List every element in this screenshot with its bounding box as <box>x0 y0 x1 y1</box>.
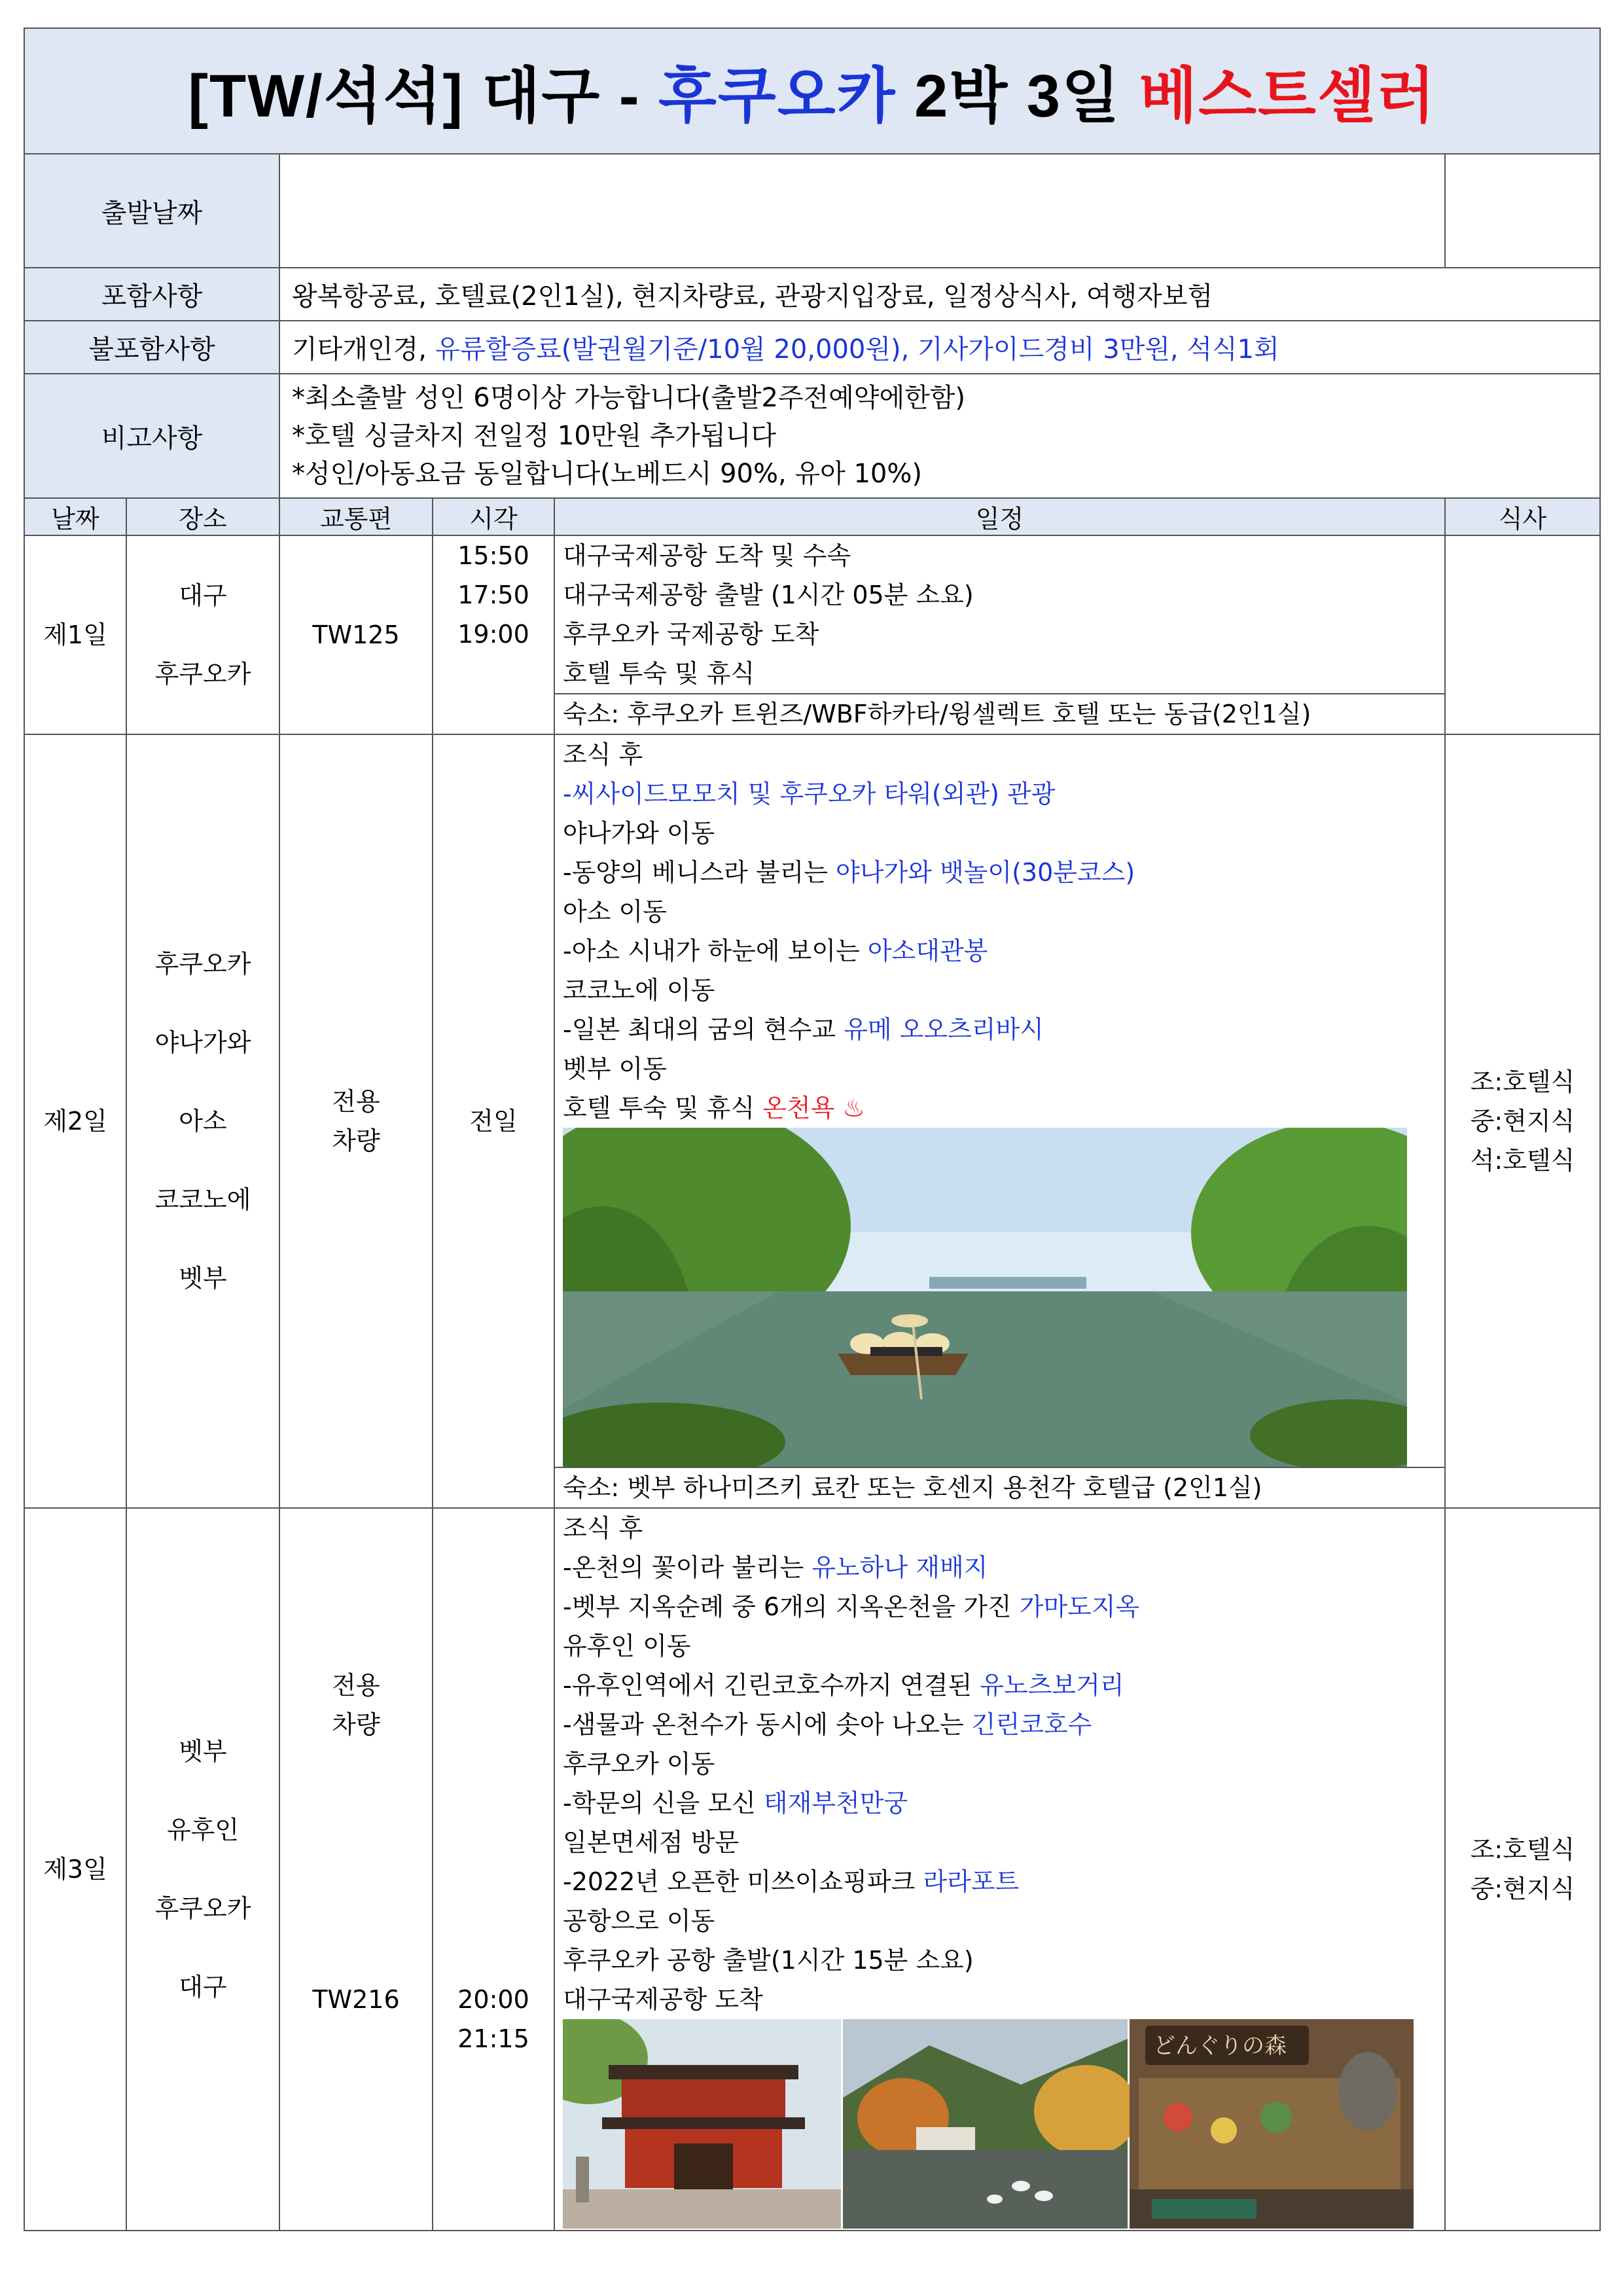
time-value: 19:00 <box>457 620 529 649</box>
schedule-item: 후쿠오카 국제공항 도착 <box>563 620 819 649</box>
schedule-item <box>563 931 1444 971</box>
schedule-item <box>563 1823 1444 1862</box>
header-transport: 교통편 <box>279 498 433 535</box>
schedule-text: 유후인 이동 <box>563 1632 691 1660</box>
schedule-highlight: 가마도지옥 <box>1019 1592 1140 1621</box>
place-name: 아소 <box>179 1107 227 1136</box>
schedule-item <box>563 1587 1444 1626</box>
place-name: 대구 <box>179 581 227 610</box>
header-time: 시각 <box>433 498 554 535</box>
schedule-item <box>563 971 1444 1010</box>
accommodation: 숙소: 후쿠오카 트윈즈/WBF하카타/윙셀렉트 호텔 또는 동급(2인1실) <box>555 693 1444 734</box>
day-schedule <box>554 535 1445 734</box>
notes-label: 비고사항 <box>24 374 279 498</box>
transport-line: 차량 <box>332 1710 380 1739</box>
schedule-item <box>563 1744 1444 1784</box>
onsen-highlight: 온천욕 ♨ <box>762 1094 865 1122</box>
schedule-text: 조식 후 <box>563 1514 643 1543</box>
schedule-text: 코코노에 이동 <box>563 976 715 1005</box>
title-badge: 베스트셀러 <box>1139 63 1436 130</box>
day-row-3 <box>24 1508 1600 2231</box>
day-label: 제1일 <box>24 535 126 734</box>
meal-item: 중:현지식 <box>1470 1107 1575 1136</box>
schedule-text: -일본 최대의 굼의 현수교 <box>563 1015 844 1044</box>
canal-boat-photo <box>563 1128 1407 1467</box>
header-schedule: 일정 <box>554 498 1445 535</box>
schedule-highlight: 아소대관봉 <box>867 937 988 965</box>
included-value: 왕복항공료, 호텔료(2인1실), 현지차량료, 관광지입장료, 일정상식사, 여행자보험 <box>279 268 1600 321</box>
day-places <box>126 535 279 734</box>
schedule-highlight: 유메 오오츠리바시 <box>844 1015 1044 1044</box>
schedule-item <box>563 774 1444 814</box>
transport-line: 차량 <box>332 1126 380 1155</box>
meal-item: 중:현지식 <box>1470 1874 1575 1903</box>
schedule-text: -2022년 오픈한 미쓰이쇼핑파크 <box>563 1867 923 1896</box>
schedule-text: -학문의 신을 모신 <box>563 1789 764 1818</box>
schedule-highlight: -씨사이드모모치 및 후쿠오카 타워(외관) 관광 <box>563 780 1056 808</box>
lake-kinrin-photo <box>843 2019 1139 2229</box>
excluded-label: 불포함사항 <box>24 321 279 374</box>
schedule-text: -유후인역에서 긴린코호수까지 연결된 <box>563 1671 980 1700</box>
transport-line: 전용 <box>332 1671 380 1700</box>
place-name: 후쿠오카 <box>154 660 251 689</box>
place-name: 벳부 <box>179 1264 227 1293</box>
day-places <box>126 734 279 1508</box>
schedule-item <box>563 735 1444 774</box>
schedule-text: -온천의 꽃이라 불리는 <box>563 1553 812 1582</box>
place-name: 후쿠오카 <box>154 1894 251 1923</box>
schedule-item <box>563 1862 1444 1901</box>
schedule-item <box>563 814 1444 853</box>
schedule-text: 후쿠오카 이동 <box>563 1749 715 1778</box>
day-time: 전일 <box>433 734 554 1508</box>
day-schedule <box>554 1508 1445 2231</box>
schedule-item <box>563 1980 1444 2019</box>
meal-item: 석:호텔식 <box>1470 1146 1575 1175</box>
itinerary-table <box>24 27 1601 2231</box>
place-name: 유후인 <box>166 1816 240 1844</box>
day-times <box>433 535 554 734</box>
place-name: 야나가와 <box>154 1028 251 1057</box>
itinerary-document <box>24 27 1599 2231</box>
schedule-text: 아소 이동 <box>563 897 667 926</box>
meal-item: 조:호텔식 <box>1470 1067 1575 1096</box>
day-places <box>126 1508 279 2231</box>
day-meals <box>1445 734 1600 1508</box>
time-value: 21:15 <box>457 2024 529 2053</box>
schedule-item <box>563 853 1444 892</box>
schedule-highlight: 유노하나 재배지 <box>812 1553 988 1582</box>
flight-number: TW216 <box>312 1985 400 2014</box>
schedule-text: -동양의 베니스라 불리는 <box>563 858 836 887</box>
schedule-text: 일본면세점 방문 <box>563 1828 740 1857</box>
schedule-item <box>563 1509 1444 1548</box>
note-item: *최소출발 성인 6명이상 가능합니다(출발2주전예약에한함) <box>292 383 965 413</box>
day-schedule <box>554 734 1445 1508</box>
place-name: 후쿠오카 <box>154 950 251 978</box>
schedule-item <box>563 1088 1444 1128</box>
title-destination: 후쿠오카 <box>658 63 897 130</box>
day-row-1 <box>24 535 1600 734</box>
schedule-text: -벳부 지옥순례 중 6개의 지옥온천을 가진 <box>563 1592 1020 1621</box>
page-title <box>24 28 1600 154</box>
schedule-item <box>563 1705 1444 1744</box>
day-meals <box>1445 535 1600 734</box>
header-place: 장소 <box>126 498 279 535</box>
place-name: 코코노에 <box>154 1185 251 1214</box>
departure-value <box>279 154 1445 268</box>
notes-list <box>279 374 1600 498</box>
schedule-item <box>563 1784 1444 1823</box>
schedule-highlight: 라라포트 <box>923 1867 1020 1896</box>
title-prefix: [TW/석석] 대구 - <box>188 63 659 130</box>
schedule-item: 호텔 투숙 및 휴식 <box>563 659 755 688</box>
schedule-text: 조식 후 <box>563 740 643 769</box>
schedule-highlight: 태재부천만궁 <box>763 1789 908 1818</box>
schedule-text: 대구국제공항 도착 <box>563 1985 763 2014</box>
schedule-highlight: 긴린코호수 <box>971 1710 1092 1739</box>
day-transport <box>279 734 433 1508</box>
transport-line: 전용 <box>332 1087 380 1116</box>
schedule-item <box>563 1666 1444 1705</box>
schedule-item <box>563 1049 1444 1088</box>
schedule-text: 공항으로 이동 <box>563 1907 715 1935</box>
schedule-text: 벳부 이동 <box>563 1054 667 1083</box>
day-label: 제2일 <box>24 734 126 1508</box>
shop-sign: どんぐりの森 <box>1153 2033 1287 2059</box>
place-name: 대구 <box>179 1973 227 2001</box>
accommodation: 숙소: 벳부 하나미즈키 료칸 또는 호센지 용천각 호텔급 (2인1실) <box>555 1467 1444 1507</box>
departure-label: 출발날짜 <box>24 154 279 268</box>
departure-extra <box>1445 154 1600 268</box>
schedule-text: 야나가와 이동 <box>563 819 715 848</box>
title-duration: 2박 3일 <box>896 63 1139 130</box>
note-item: *성인/아동요금 동일합니다(노베드시 90%, 유아 10%) <box>292 459 922 489</box>
header-meals: 식사 <box>1445 498 1600 535</box>
day-times <box>433 1508 554 2231</box>
schedule-text: 호텔 투숙 및 휴식 <box>563 1094 763 1122</box>
schedule-text: 후쿠오카 공항 출발(1시간 15분 소요) <box>563 1946 974 1975</box>
schedule-text: -샘물과 온천수가 동시에 솟아 나오는 <box>563 1710 972 1739</box>
excluded-prefix: 기타개인경, <box>292 334 435 365</box>
header-date: 날짜 <box>24 498 126 535</box>
shrine-gate-photo <box>563 2019 841 2229</box>
day-row-2 <box>24 734 1600 1508</box>
meal-item: 조:호텔식 <box>1470 1835 1575 1864</box>
note-item: *호텔 싱글차지 전일정 10만원 추가됩니다 <box>292 421 776 451</box>
schedule-text: -아소 시내가 하눈에 보이는 <box>563 937 868 965</box>
day-transport: TW125 <box>279 535 433 734</box>
excluded-value <box>279 321 1600 374</box>
day-transport <box>279 1508 433 2231</box>
time-value: 15:50 <box>457 541 529 570</box>
day3-photo-strip <box>563 2019 1414 2229</box>
schedule-item <box>563 1626 1444 1666</box>
schedule-item: 대구국제공항 도착 및 수속 <box>563 541 851 570</box>
time-value: 17:50 <box>457 581 529 609</box>
schedule-item <box>563 1901 1444 1941</box>
place-name: 벳부 <box>179 1737 227 1766</box>
totoro-shop-photo <box>1130 2019 1414 2229</box>
schedule-item <box>563 1548 1444 1587</box>
schedule-item: 대구국제공항 출발 (1시간 05분 소요) <box>563 581 974 609</box>
schedule-item <box>563 1010 1444 1049</box>
schedule-item <box>563 892 1444 931</box>
schedule-item <box>563 1941 1444 1980</box>
excluded-highlight: 유류할증료(발권월기준/10월 20,000원), 기사가이드경비 3만원, 석식1회 <box>435 334 1279 365</box>
time-value: 20:00 <box>457 1985 529 2014</box>
day-label: 제3일 <box>24 1508 126 2231</box>
schedule-highlight: 야나가와 뱃놀이(30분코스) <box>836 858 1135 887</box>
schedule-highlight: 유노츠보거리 <box>980 1671 1124 1700</box>
included-label: 포함사항 <box>24 268 279 321</box>
day-meals <box>1445 1508 1600 2231</box>
